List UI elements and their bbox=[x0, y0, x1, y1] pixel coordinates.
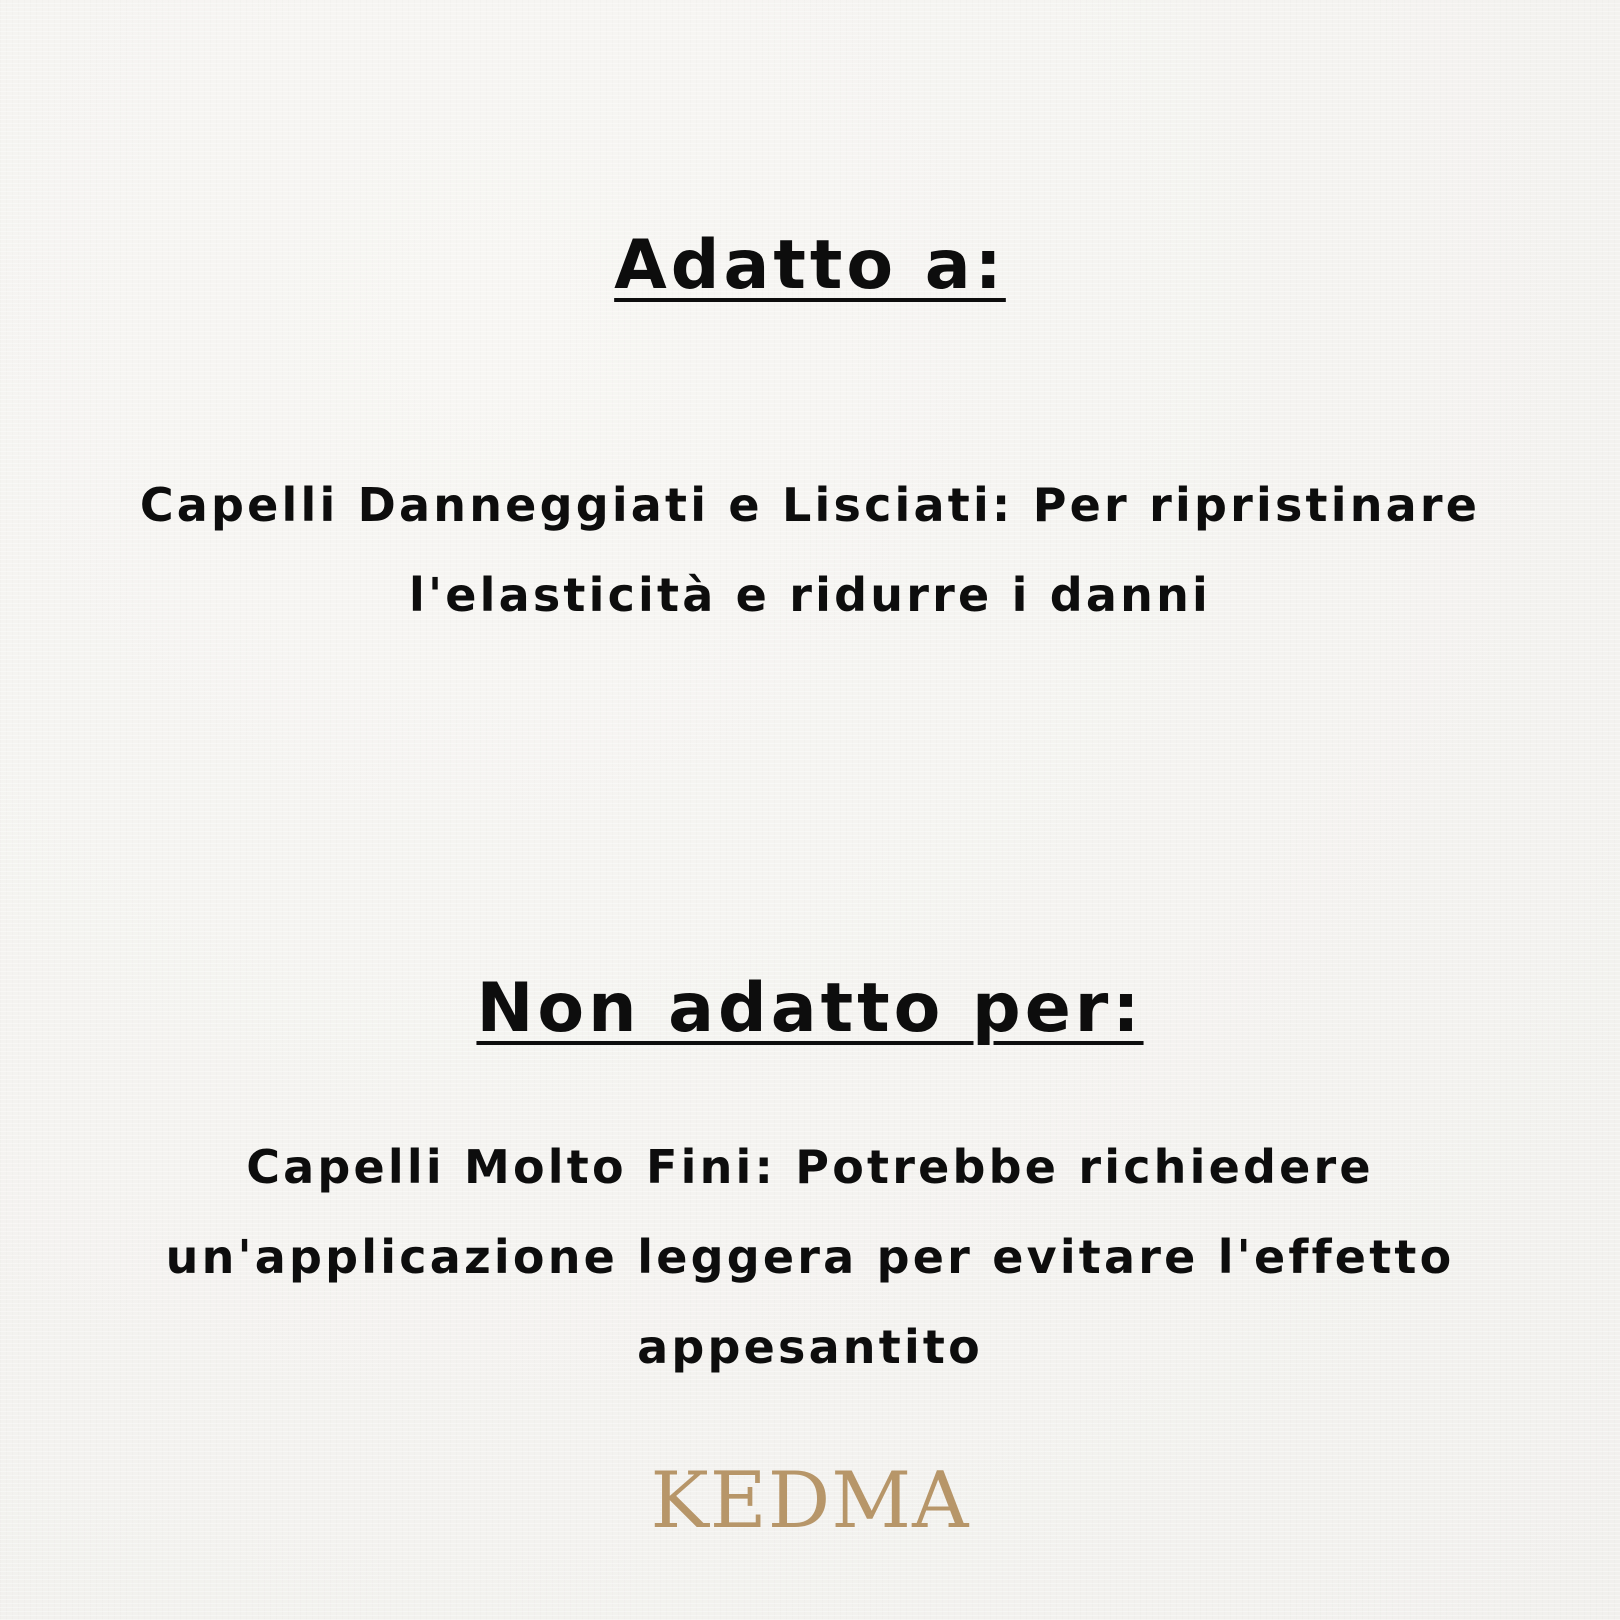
suitable-for-text: Capelli Danneggiati e Lisciati: Per ripristinare l'elasticità e ridurre i danni bbox=[139, 478, 1481, 622]
not-suitable-for-heading: Non adatto per: bbox=[476, 969, 1144, 1048]
suitable-for-heading: Adatto a: bbox=[614, 226, 1006, 305]
brand-logo: KEDMA bbox=[650, 1456, 970, 1546]
not-suitable-for-text: Capelli Molto Fini: Potrebbe richiedere un'applicazione leggera per evitare l'effetto appesantito bbox=[165, 1140, 1455, 1374]
